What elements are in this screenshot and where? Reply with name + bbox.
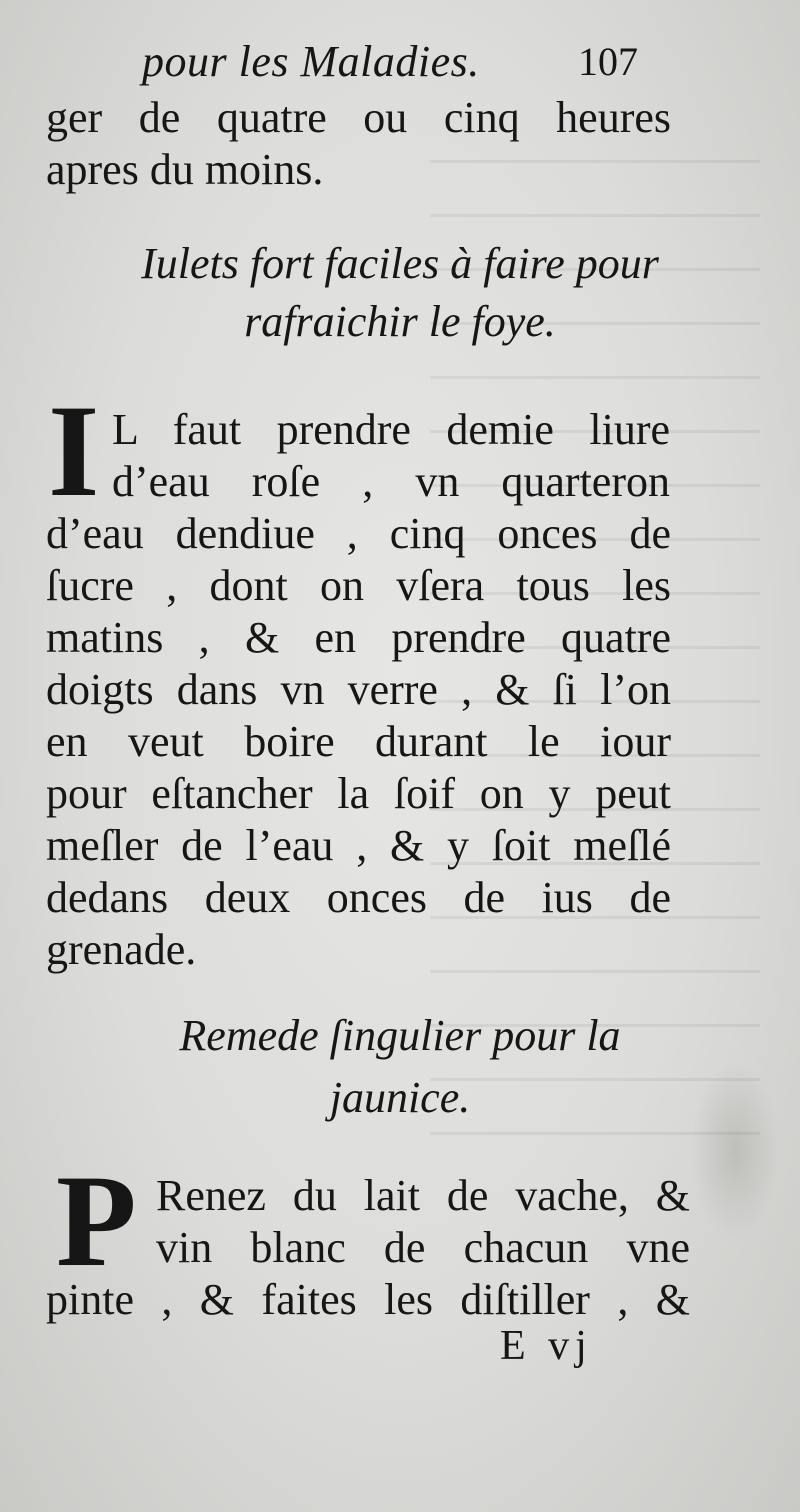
section-title: rafraichir le foye. — [244, 297, 556, 346]
body-line: doigts dans vn verre , & ſi l’on — [46, 665, 671, 714]
running-head: pour les Maladies. — [142, 37, 480, 86]
body-line: vin blanc de chacun vne — [156, 1223, 690, 1272]
drop-cap: P — [56, 1147, 137, 1294]
drop-cap: I — [48, 377, 100, 524]
body-line: d’eau roſe , vn quarteron — [112, 457, 670, 506]
body-line: L faut prendre demie liure — [112, 405, 670, 454]
section-title: Iulets fort faciles à faire pour — [141, 239, 659, 288]
body-line: pour eſtancher la ſoif on y peut — [46, 769, 671, 818]
section-title: jaunice. — [329, 1073, 471, 1122]
body-line: meſler de l’eau , & y ſoit meſlé — [46, 821, 671, 870]
body-line: en veut boire durant le iour — [46, 717, 671, 766]
continuation-line: apres du moins. — [46, 145, 324, 194]
body-line: grenade. — [46, 925, 197, 974]
page-number: 107 — [578, 39, 638, 84]
body-line: d’eau dendiue , cinq onces de — [46, 509, 671, 558]
section-title: Remede ſingulier pour la — [179, 1011, 621, 1060]
body-line: pinte , & faites les diſtiller , & — [46, 1275, 690, 1324]
page-header — [0, 32, 800, 92]
continuation-line: ger de quatre ou cinq heures — [46, 93, 671, 142]
body-line: Renez du lait de vache, & — [156, 1171, 690, 1220]
signature-mark: E vj — [500, 1323, 593, 1369]
body-line: dedans deux onces de ius de — [46, 873, 671, 922]
body-line: matins , & en prendre quatre — [46, 613, 671, 662]
body-line: ſucre , dont on vſera tous les — [46, 561, 671, 610]
